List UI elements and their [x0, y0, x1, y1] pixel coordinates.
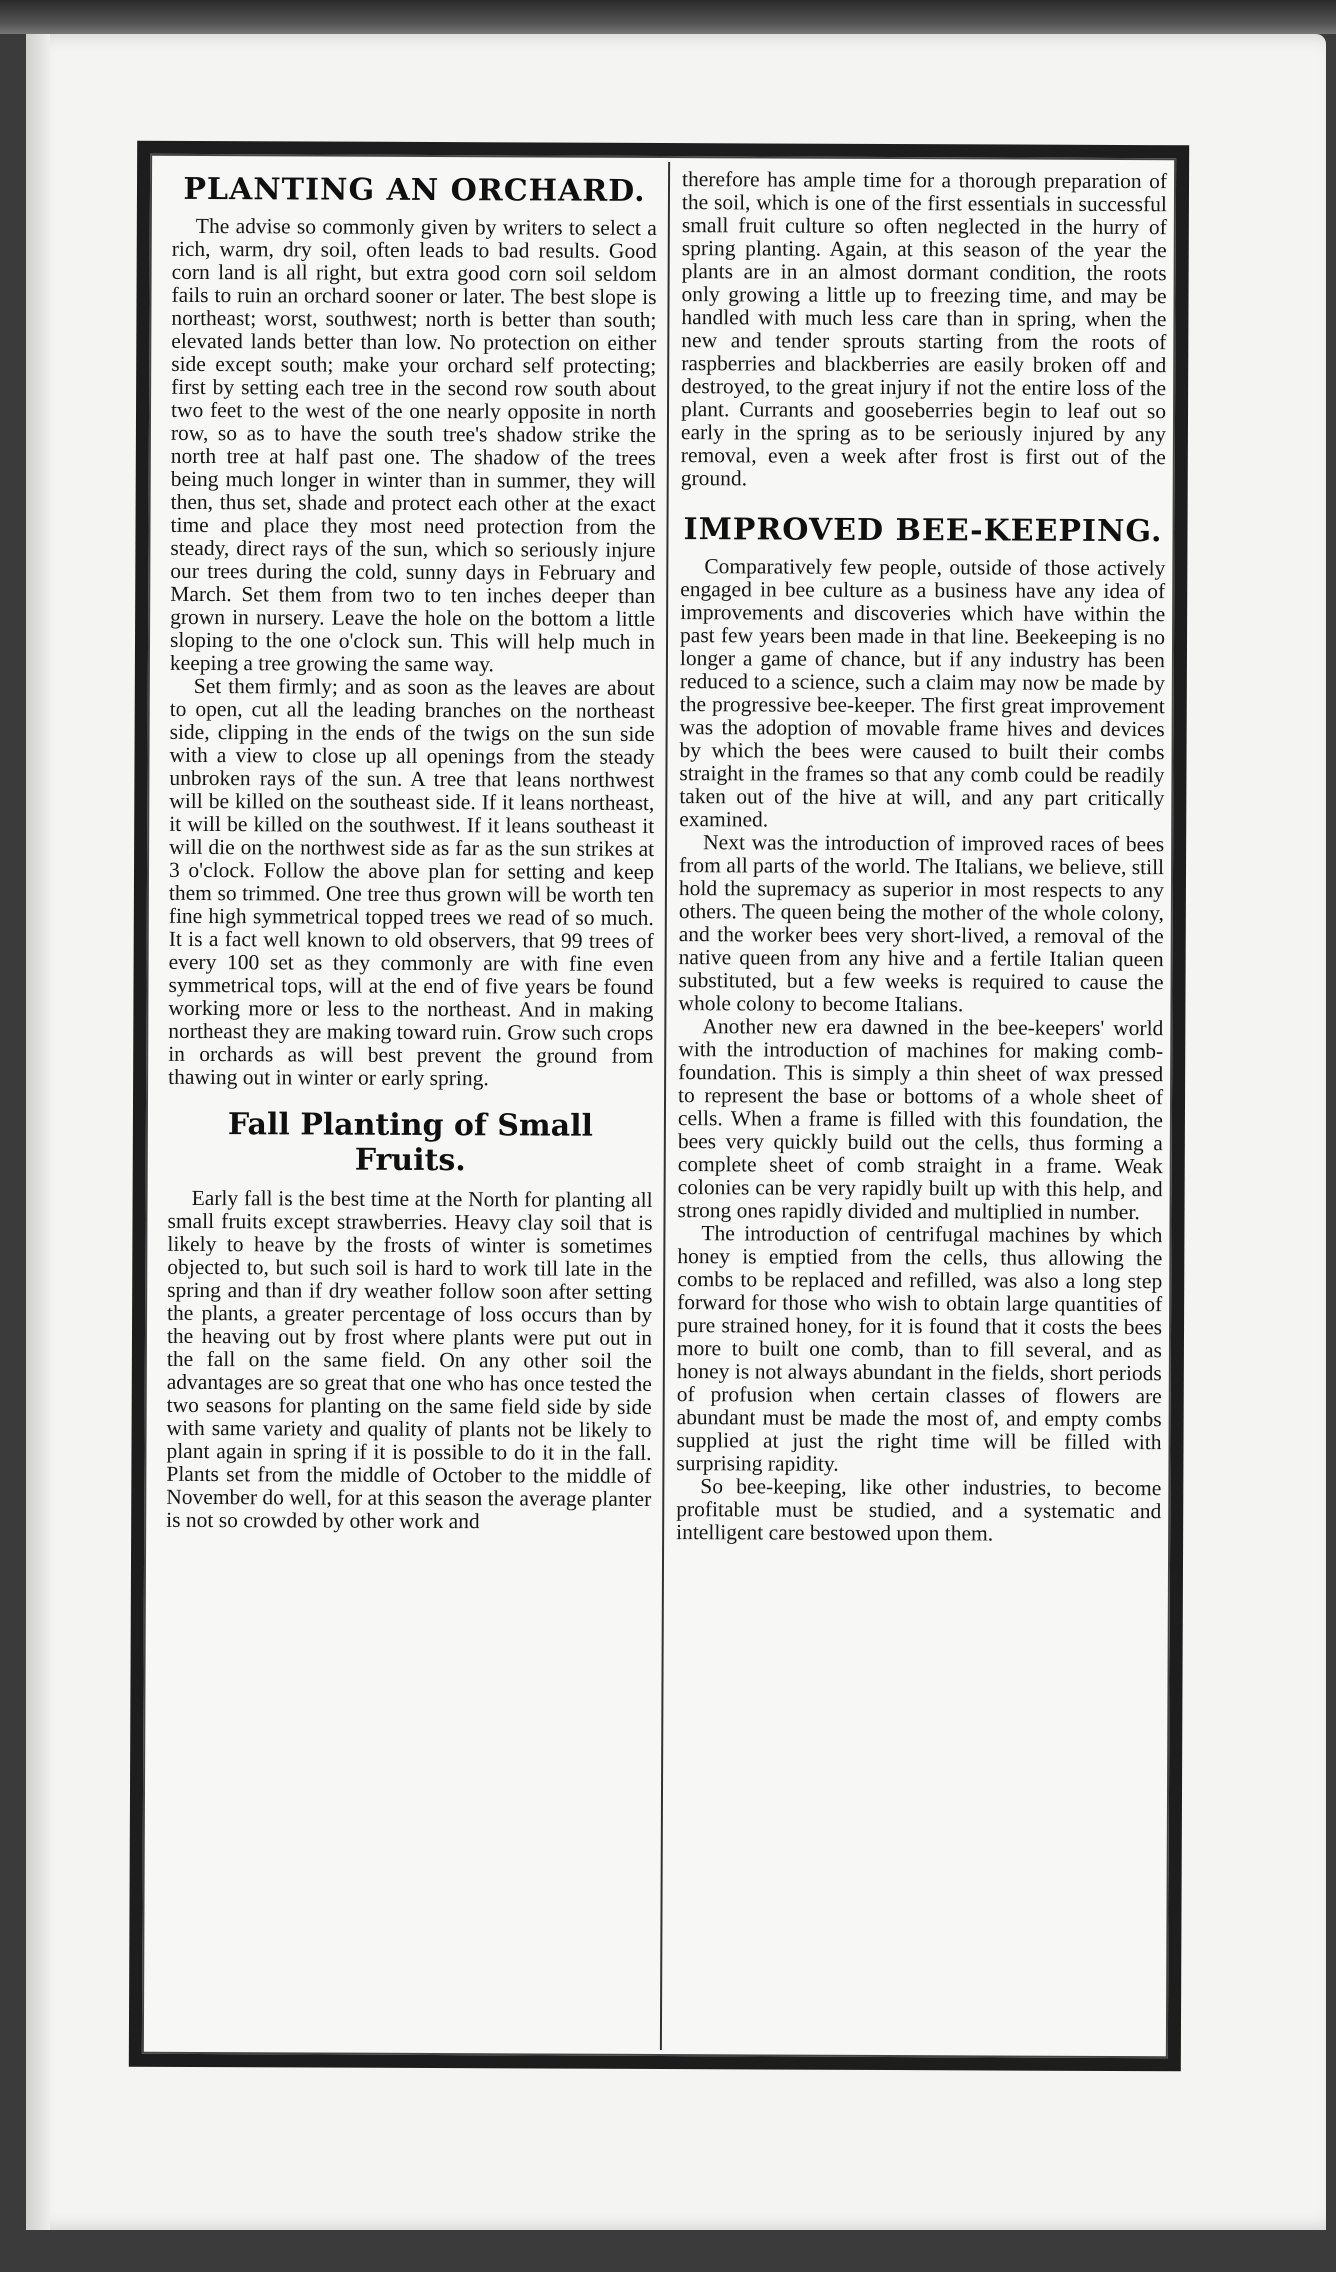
scan-border	[0, 0, 1336, 34]
article-frame	[129, 141, 1189, 2072]
orchard-heading: PLANTING AN ORCHARD.	[183, 171, 646, 209]
small-fruits-heading: Fall Planting of Small Fruits.	[227, 1107, 594, 1179]
left-column	[166, 166, 657, 1534]
bee-keeping-paragraph-5: So bee-keeping, like other industries, to become profitable must be studied, and a systematic and intelligent care bestowed upon them.	[676, 1474, 1162, 1546]
page-gutter	[26, 34, 50, 2230]
bee-keeping-paragraph-2: Next was the introduction of improved races of bees from all parts of the world. The Italians, we believe, still hold the supremacy as superior in most respects to any others. The queen being the mother of the whole colony, and the worker bees very short-lived, a removal of the native queen from any hive and a fertile Italian queen substituted, but a few weeks is required to cause the whole colony to become Italians.	[678, 830, 1165, 1017]
small-fruits-continuation: therefore has ample time for a thorough preparation of the soil, which is one of the first essentials in successful small fruit culture so often neglected in the hurry of spring planting. Again, at this season of the year the plants are in an almost dormant condition, the roots only growing a little up to freezing time, and may be handled with much less care than in spring, when the new and tender sprouts starting from the roots of raspberries and blackberries are easily broken off and destroyed, to the great injury if not the entire loss of the plant. Currants and gooseberries begin to leaf out so early in the spring as to be seriously injured by any removal, even a week after frost is first out of the ground.	[680, 167, 1168, 491]
bee-keeping-paragraph-4: The introduction of centrifugal machines by which honey is emptied from the cells, thus allowing the combs to be replaced and refilled, was also a long step forward for those who wish to obtain large quantities of pure strained honey, for it is found that it costs the bees more to built one comb, than to fill several, and as honey is not always abundant in the fields, short periods of profusion when certain classes of flowers are abundant must be made the most of, and empty combs supplied at just the right time will be filled with surprising rapidity.	[676, 1221, 1163, 1476]
orchard-paragraph-1: The advise so commonly given by writers to select a rich, warm, dry soil, often leads to bad results. Good corn land is all right, but extra good corn soil seldom fails to ruin an orchard sooner or later. The best slope is northeast; worst, southwest; north is better than south; elevated lands better than low. No protection on either side except south; make your orchard self protecting; first by setting each tree in the second row south about two feet to the west of the one nearly opposite in north row, so as to have the south tree's shadow strike the north tree at half past one. The shadow of the trees being much longer in winter than in summer, they will then, thus set, shade and protect each other at the exact time and place they most need protection from the steady, direct rays of the sun, which so seriously injure our trees during the cold, sunny days in February and March. Set them from two to ten inches deeper than grown in nursery. Leave the hole on the bottom a little sloping to the one o'clock sun. This will help much in keeping a tree growing the same way.	[169, 213, 657, 677]
bee-keeping-paragraph-1: Comparatively few people, outside of those actively engaged in bee culture as a business have any idea of improvements and discoveries which have within the past few years been made in that line. Beekeeping is no longer a game of chance, but if any industry has been reduced to a science, such a claim may now be made by the progressive bee-keeper. The first great improvement was the adoption of movable frame hives and devices by which the bees were caused to built their combs straight in the frames so that any comb could be readily taken out of the hive at will, and any part critically examined.	[679, 554, 1166, 832]
bee-keeping-paragraph-3: Another new era dawned in the bee-keepers' world with the introduction of machines for making comb-foundation. This is simply a thin sheet of wax pressed to represent the base or bottoms of a whole sheet of cells. When a frame is filled with this foundation, the bees very quickly build out the cells, thus forming a complete sheet of comb straight in a frame. Weak colonies can be very rapidly built up with this help, and strong ones rapidly divided and multiplied in number.	[677, 1014, 1164, 1225]
column-divider	[660, 162, 670, 2050]
orchard-paragraph-2: Set them firmly; and as soon as the leaves are about to open, cut all the leading branches on the northeast side, clipping in the ends of the twigs on the sun side with a view to close up all openings from the steady unbroken rays of the sun. A tree that leans northwest will be killed on the southeast side. If it leans northeast, it will be killed on the southwest. If it leans southeast it will die on the northwest side as far as the sun strikes at 3 o'clock. Follow the above plan for setting and keep them so trimmed. One tree thus grown will be worth ten fine high symmetrical topped trees we read of so much. It is a fact well known to old observers, that 99 trees of every 100 set as they commonly are with fine even symmetrical tops, will at the end of five years be found working more or less to the northeast. And in making northeast they are making toward ruin. Grow such crops in orchards as will best prevent the ground from thawing out in winter or early spring.	[168, 673, 655, 1091]
bee-keeping-heading: IMPROVED BEE-KEEPING.	[683, 512, 1163, 550]
article-frame-inner	[142, 154, 1176, 2058]
small-fruits-paragraph: Early fall is the best time at the North for planting all small fruits except strawberries. Heavy clay soil that is likely to heave by the frosts of winter is sometimes objected to, but such soil is hard to work till late in the spring and than if dry weather follow soon after setting the plants, a greater percentage of loss occurs than by the heaving out by frost where plants were put out in the fall on the same field. On any other soil the advantages are so great that one who has once tested the two seasons for planting on the same field side by side with same variety and quality of plants not be likely to plant again in spring if it is possible to do it in the fall. Plants set from the middle of October to the middle of November do well, for at this season the average planter is not so crowded by other work and	[166, 1185, 653, 1534]
right-column	[676, 168, 1167, 1546]
